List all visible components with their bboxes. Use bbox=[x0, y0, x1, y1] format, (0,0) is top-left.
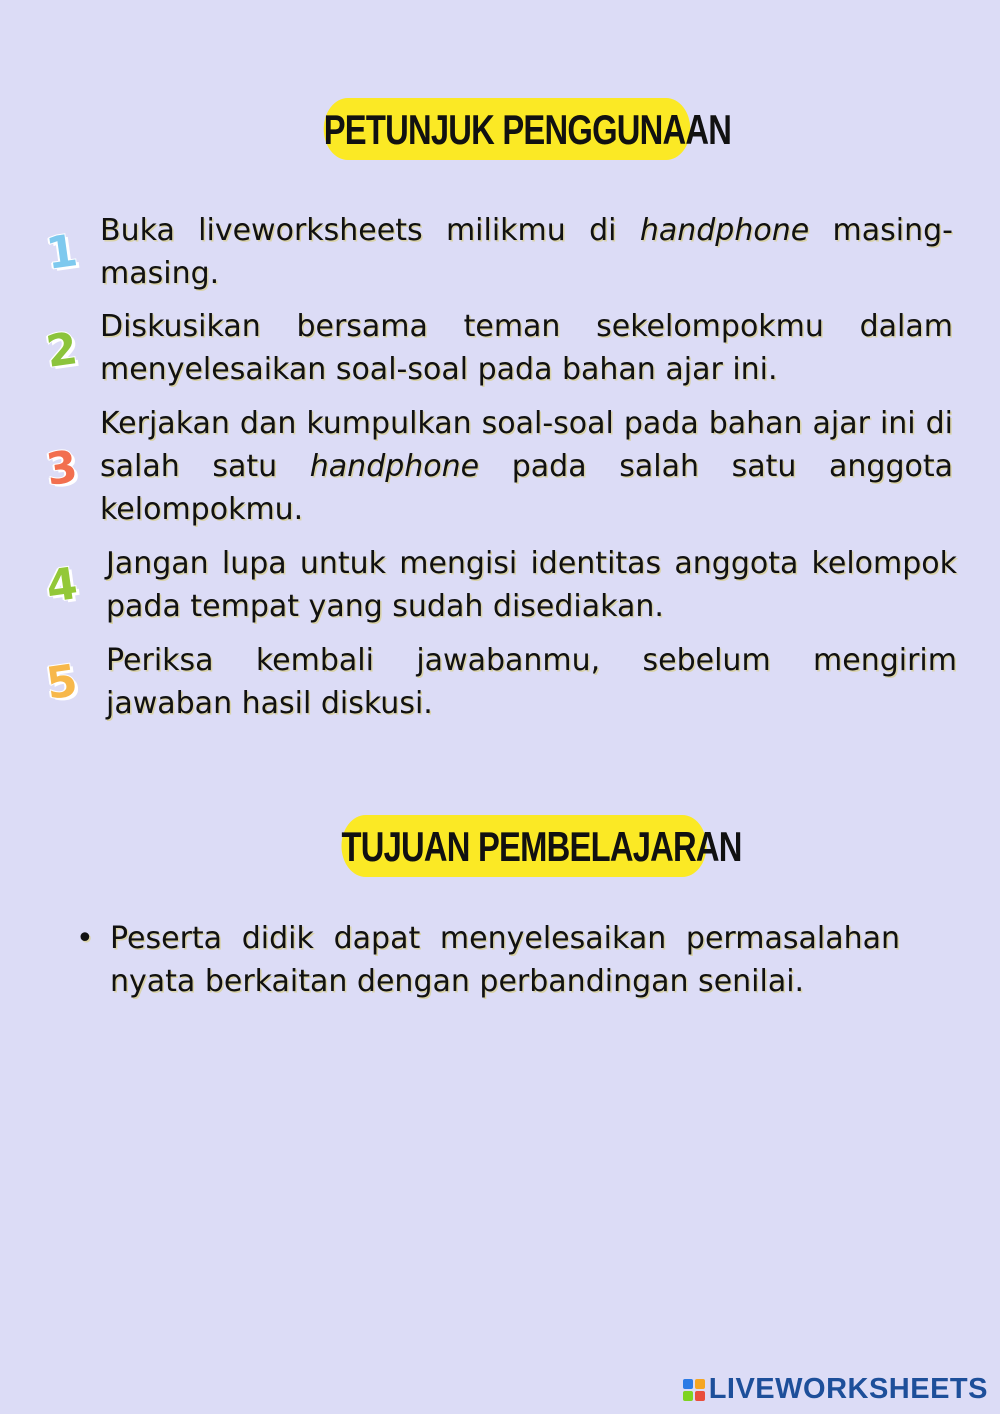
number-5-icon: 5 bbox=[43, 655, 81, 710]
number-1-icon: 1 bbox=[43, 225, 81, 280]
number-3-icon: 3 bbox=[43, 441, 81, 496]
logo-square-1 bbox=[683, 1379, 693, 1389]
section-title-tujuan: TUJUAN PEMBELAJARAN bbox=[341, 815, 706, 877]
instruction-item-2: 2 Diskusikan bersama teman sekelompokmu dalam menyelesaikan soal-soal pada bahan ajar ini. bbox=[100, 305, 953, 391]
logo-square-2 bbox=[695, 1379, 705, 1389]
liveworksheets-logo-icon bbox=[683, 1379, 705, 1401]
liveworksheets-brand bbox=[683, 1373, 988, 1406]
section-title-petunjuk: PETUNJUK PENGGUNAAN bbox=[324, 98, 691, 160]
learning-goal: • Peserta didik dapat menyelesaikan permasalahan nyata berkaitan dengan perbandingan senilai. bbox=[110, 917, 900, 1003]
logo-square-4 bbox=[695, 1391, 705, 1401]
instruction-item-4: 4 Jangan lupa untuk mengisi identitas anggota kelompok pada tempat yang sudah disediakan. bbox=[106, 542, 957, 628]
number-2-icon: 2 bbox=[43, 323, 81, 378]
logo-square-3 bbox=[683, 1391, 693, 1401]
number-4-icon: 4 bbox=[43, 558, 81, 613]
instruction-item-3: 3 Kerjakan dan kumpulkan soal-soal pada bahan ajar ini di salah satu handphone pada salah satu anggota kelompokmu. bbox=[100, 402, 953, 531]
bullet-icon: • bbox=[76, 921, 94, 956]
instruction-item-5: 5 Periksa kembali jawabanmu, sebelum mengirim jawaban hasil diskusi. bbox=[106, 639, 957, 725]
brand-text: LIVEWORKSHEETS bbox=[708, 1373, 988, 1405]
instruction-item-1: 1 Buka liveworksheets milikmu di handphone masing-masing. bbox=[100, 209, 953, 295]
